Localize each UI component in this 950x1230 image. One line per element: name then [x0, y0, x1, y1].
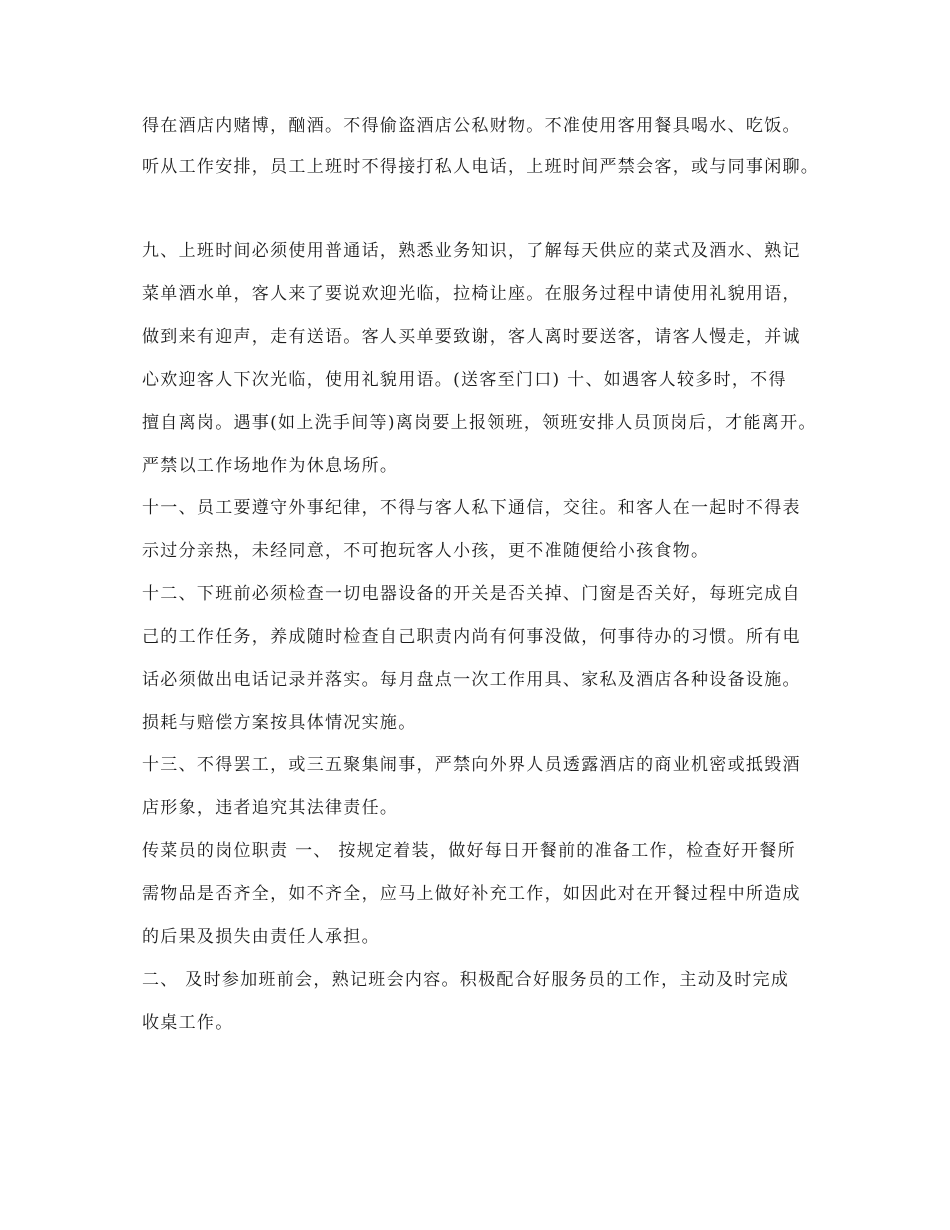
text-line-16: 店形象，违者追究其法律责任。: [142, 798, 399, 818]
text-line-10: 示过分亲热，未经同意，不可抱玩客人小孩，更不准随便给小孩食物。: [142, 541, 710, 561]
text-line-20: 二、 及时参加班前会，熟记班会内容。积极配合好服务员的工作，主动及时完成: [142, 970, 790, 990]
text-line-3: 九、上班时间必须使用普通话，熟悉业务知识，了解每天供应的菜式及酒水、熟记: [142, 241, 801, 261]
text-line-17: 传菜员的岗位职责 一、 按规定着装，做好每日开餐前的准备工作，检查好开餐所: [142, 841, 796, 861]
text-line-4: 菜单酒水单，客人来了要说欢迎光临，拉椅让座。在服务过程中请使用礼貌用语，: [142, 284, 801, 304]
text-line-18: 需物品是否齐全，如不齐全，应马上做好补充工作，如因此对在开餐过程中所造成: [142, 884, 801, 904]
text-line-2: 听从工作安排，员工上班时不得接打私人电话，上班时间严禁会客，或与同事闲聊。: [142, 157, 820, 177]
text-line-15: 十三、不得罢工，或三五聚集闹事，严禁向外界人员透露酒店的商业机密或抵毁酒: [142, 755, 801, 775]
text-line-14: 损耗与赔偿方案按具体情况实施。: [142, 713, 417, 733]
text-line-19: 的后果及损失由责任人承担。: [142, 927, 380, 947]
text-line-6: 心欢迎客人下次光临，使用礼貌用语。(送客至门口) 十、如遇客人较多时，不得: [142, 370, 787, 390]
text-line-7: 擅自离岗。遇事(如上洗手间等)离岗要上报领班，领班安排人员顶岗后，才能离开。: [142, 413, 817, 433]
text-line-13: 话必须做出电话记录并落实。每月盘点一次工作用具、家私及酒店各种设备设施。: [142, 670, 801, 690]
text-line-9: 十一、员工要遵守外事纪律，不得与客人私下通信，交往。和客人在一起时不得表: [142, 498, 801, 518]
text-line-8: 严禁以工作场地作为休息场所。: [142, 456, 399, 476]
text-line-1: 得在酒店内赌博，酗酒。不得偷盗酒店公私财物。不准使用客用餐具喝水、吃饭。: [142, 116, 801, 136]
text-line-5: 做到来有迎声，走有送语。客人买单要致谢，客人离时要送客，请客人慢走，并诚: [142, 327, 801, 347]
text-line-11: 十二、下班前必须检查一切电器设备的开关是否关掉、门窗是否关好，每班完成自: [142, 584, 801, 604]
text-line-21: 收桌工作。: [142, 1013, 234, 1033]
text-line-12: 己的工作任务，养成随时检查自己职责内尚有何事没做，何事待办的习惯。所有电: [142, 627, 801, 647]
